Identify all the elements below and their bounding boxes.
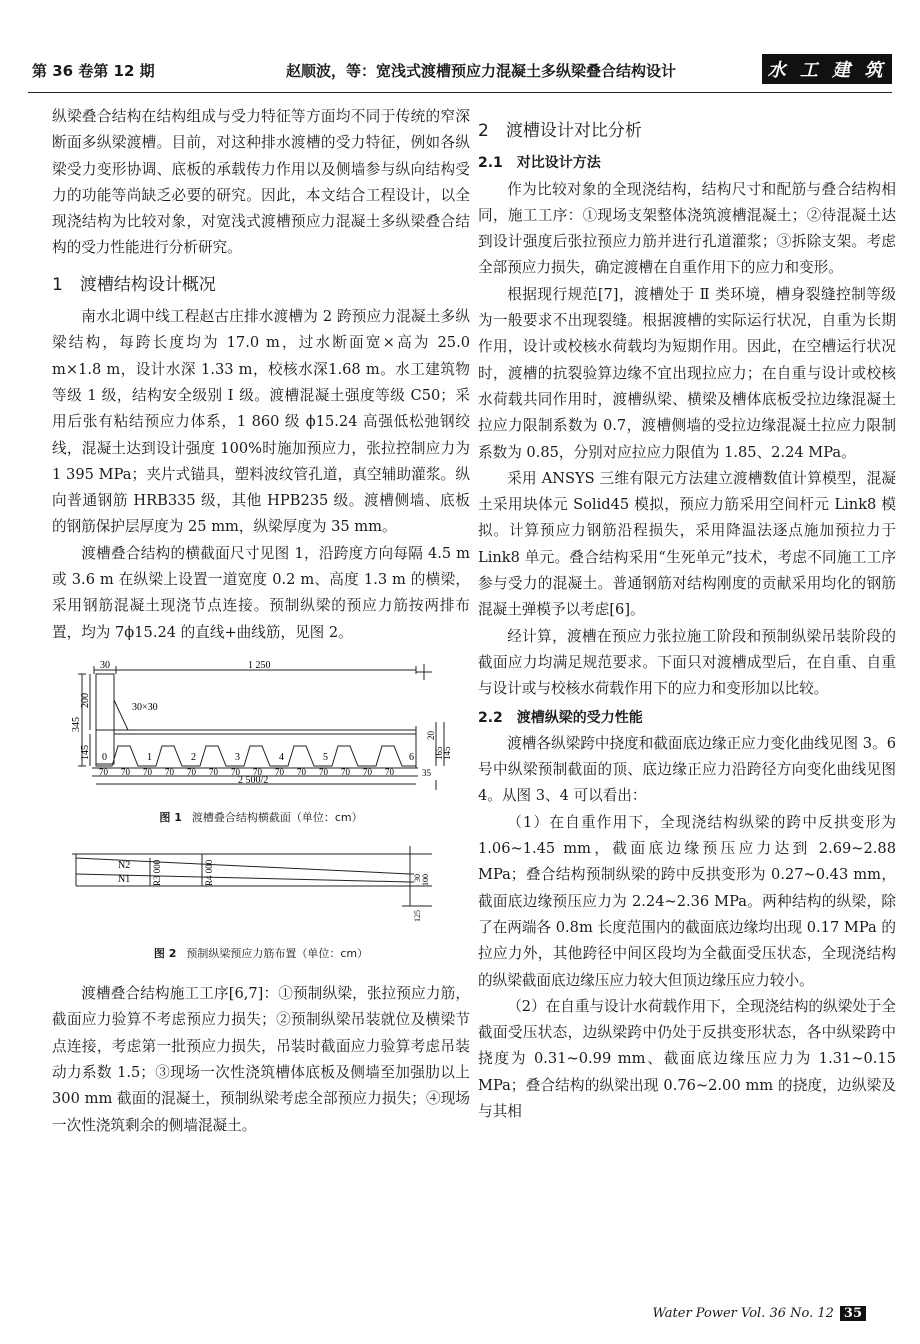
paragraph: 作为比较对象的全现浇结构，结构尺寸和配筋与叠合结构相同，施工工序：①现场支架整体浇筑渡槽混凝土；②待混凝土达到设计强度后张拉预应力筋并进行孔道灌浆；③拆除支架。考虑全部预应力损失，确定渡槽在自重作用下的应力和变形。	[478, 180, 896, 277]
dim-145-right: 145	[442, 746, 452, 760]
figure-2-caption-text: 预制纵梁预应力筋布置（单位：cm）	[186, 946, 369, 960]
cross-section-drawing	[52, 660, 470, 790]
footer-journal: Water Power Vol. 36 No. 12	[652, 1306, 834, 1321]
paragraph: 根据现行规范[7]，渡槽处于 Ⅱ 类环境，槽身裂缝控制等级为一般要求不出现裂缝。根据渡槽的实际运行状况，自重为长期作用，设计或校核水荷载均为短期作用。因此，在空槽运行状况时，渡槽的抗裂验算边缘不宜出现拉应力；在自重与设计或校核水荷载共同作用时，渡槽纵梁、横梁及槽体底板受拉边缘混凝土拉应力限制系数为 0.7，渡槽侧墙的受拉边缘混凝土拉应力限制系数为 0.85，分别对应拉应力限值为 1.85、2.24 MPa。	[478, 285, 896, 461]
figure-1-caption-text: 渡槽叠合结构横截面（单位：cm）	[191, 811, 363, 825]
dim-70-13: 70	[363, 766, 372, 777]
dim-20: 20	[426, 730, 436, 740]
radius-4000: R4 000	[204, 859, 214, 886]
dim-125: 125	[413, 909, 422, 922]
dim-70-11: 70	[319, 766, 328, 777]
haunch-dim: 30×30	[132, 701, 158, 713]
dim-35: 35	[422, 767, 431, 778]
paragraph: （2）在自重与设计水荷载作用下，全现浇结构的纵梁处于全截面受压状态，边纵梁跨中仍处于反拱变形状态，各中纵梁跨中挠度为 0.31~0.99 mm、截面底边缘压应力为 1.31~0.15 MPa；叠合结构的纵梁出现 0.76~2.00 mm 的挠度，边纵梁及与其相	[478, 997, 896, 1120]
figure-2-caption	[52, 941, 470, 967]
dim-70-2: 70	[121, 766, 130, 777]
beam-number-5: 5	[323, 751, 328, 763]
total-width: 2 500/2	[238, 774, 269, 786]
tendon-n1: N1	[118, 873, 131, 885]
figure-2-label: 图 2	[153, 946, 177, 960]
radius-3000: R3 000	[152, 859, 162, 886]
running-header	[28, 54, 892, 88]
journal-logo: 水 工 建 筑	[762, 54, 892, 84]
paragraph: 南水北调中线工程赵古庄排水渡槽为 2 跨预应力混凝土多纵梁结构，每跨长度均为 17.0 m，过水断面宽×高为 25.0 m×1.8 m，设计水深 1.33 m，校核水深1.68 m。水工建筑物等级 1 级，结构安全级别 Ⅰ 级。渡槽混凝土强度等级 C50；采用后张有粘结预应力体系，1 860 级 ϕ15.24 高强低松弛钢绞线，混凝土达到设计强度 100%时施加预应力，张拉控制应力为 1 395 MPa；夹片式锚具，塑料波纹管孔道，真空辅助灌浆。纵向普通钢筋 HRB335 级，其他 HPB235 级。渡槽侧墙、底板的钢筋保护层厚度为 25 mm，纵梁厚度为 35 mm。	[52, 308, 470, 536]
dim-70-9: 70	[275, 766, 284, 777]
dim-345: 345	[71, 716, 82, 732]
beam-number-0: 0	[102, 751, 107, 763]
section-1-heading: 1 渡槽结构设计概况	[52, 274, 216, 295]
running-title: 赵顺波，等：宽浅式渡槽预应力混凝土多纵梁叠合结构设计	[286, 62, 677, 80]
beam-number-group	[102, 752, 414, 763]
paragraph: 经计算，渡槽在预应力张拉施工阶段和预制纵梁吊装阶段的截面应力均满足规范要求。下面只对渡槽成型后，在自重、自重与设计或与校核水荷载作用下的应力和变形加以比较。	[478, 627, 896, 698]
dim-70-12: 70	[341, 766, 350, 777]
beam-number-4: 4	[279, 751, 284, 763]
dim-70-4: 70	[165, 766, 174, 777]
dim-200: 200	[80, 692, 91, 708]
dim-70-5: 70	[187, 766, 196, 777]
beam-number-1: 1	[147, 751, 152, 763]
subsection-2-1-heading: 2.1 对比设计方法	[478, 155, 601, 172]
dim-1250: 1 250	[248, 659, 271, 671]
beam-number-2: 2	[191, 751, 196, 763]
left-column	[52, 104, 470, 1139]
paragraph: 渡槽各纵梁跨中挠度和截面底边缘正应力变化曲线见图 3。6 号中纵梁预制截面的顶、底边缘正应力沿跨径方向变化曲线见图 4。从图 3、4 可以看出：	[478, 734, 896, 805]
beam-number-6: 6	[409, 751, 414, 763]
subsection-2-2-heading: 2.2 渡槽纵梁的受力性能	[478, 709, 643, 726]
dim-70-3: 70	[143, 766, 152, 777]
dim-70-6: 70	[209, 766, 218, 777]
dim-145: 145	[80, 744, 91, 760]
paragraph: 采用 ANSYS 三维有限元方法建立渡槽数值计算模型，混凝土采用块体元 Solid45 模拟，预应力筋采用空间杆元 Link8 模拟。计算预应力钢筋沿程损失，采用降温法逐点施加预拉力于 Link8 单元。叠合结构采用“生死单元”技术，考虑不同施工工序参与受力的混凝土。普通钢筋对结构刚度的贡献采用均化的钢筋混凝土弹模予以考虑[6]。	[478, 469, 896, 619]
paragraph: 渡槽叠合结构施工工序[6,7]：①预制纵梁，张拉预应力筋，截面应力验算不考虑预应力损失；②预制纵梁吊装就位及横梁节点连接，考虑第一批预应力损失，吊装时截面应力验算考虑吊装动力系数 1.5；③现场一次性浇筑槽体底板及侧墙至加强肋以上 300 mm 截面的混凝土，预制纵梁考虑全部预应力损失；④现场一次性浇筑剩余的侧墙混凝土。	[52, 985, 470, 1134]
figure-1	[52, 660, 470, 832]
tendon-layout-drawing	[52, 846, 470, 926]
header-rule	[28, 92, 892, 93]
dim-30: 30	[100, 659, 110, 671]
paragraph: （1）在自重作用下，全现浇结构纵梁的跨中反拱变形为 1.06~1.45 mm，截面底边缘预压应力达到 2.69~2.88 MPa；叠合结构预制纵梁的跨中反拱变形为 0.27~0.43 mm，截面底边缘预压应力为 2.24~2.36 MPa。两种结构的纵梁，除了在两端各 0.8m 长度范围内的截面底边缘均出现 0.17 MPa 的拉应力外，其他跨径中间区段均为全截面受压状态，全现浇结构的纵梁截面底边缘压应力较大但顶边缘压应力较小。	[478, 813, 896, 989]
dim-70-7: 70	[231, 766, 240, 777]
journal-volume: 第 36 卷第 12 期	[32, 62, 155, 80]
figure-1-label: 图 1	[159, 811, 182, 825]
tendon-n2: N2	[118, 859, 131, 871]
dim-30: 30	[413, 873, 422, 882]
figure-2	[52, 846, 470, 968]
dim-100: 100	[421, 873, 430, 886]
dim-70-14: 70	[385, 766, 394, 777]
beam-number-3: 3	[235, 751, 240, 763]
page-number: 35	[840, 1306, 866, 1321]
intro-paragraph: 纵梁叠合结构在结构组成与受力特征等方面均不同于传统的窄深断面多纵梁渡槽。目前，对这种排水渡槽的受力特征，例如各纵梁受力变形协调、底板的承载传力作用以及侧墙参与纵向结构受力的功能等尚缺乏必要的研究。因此，本文结合工程设计，以全现浇结构为比较对象，对宽浅式渡槽预应力混凝土多纵梁叠合结构的受力性能进行分析研究。	[52, 108, 470, 257]
dim-70-10: 70	[297, 766, 306, 777]
dim-165: 165	[434, 746, 444, 760]
right-column	[478, 104, 896, 1125]
dim-70-8: 70	[253, 766, 262, 777]
page-footer	[653, 1306, 866, 1321]
figure-1-caption	[52, 805, 470, 831]
dim-70-1: 70	[99, 766, 108, 777]
section-2-heading: 2 渡槽设计对比分析	[478, 121, 642, 141]
paragraph: 渡槽叠合结构的横截面尺寸见图 1，沿跨度方向每隔 4.5 m 或 3.6 m 在纵梁上设置一道宽度 0.2 m、高度 1.3 m 的横梁，采用钢筋混凝土现浇节点连接。预制纵梁的预应力筋按两排布置，均为 7ϕ15.24 的直线+曲线筋，见图 2。	[52, 544, 470, 641]
